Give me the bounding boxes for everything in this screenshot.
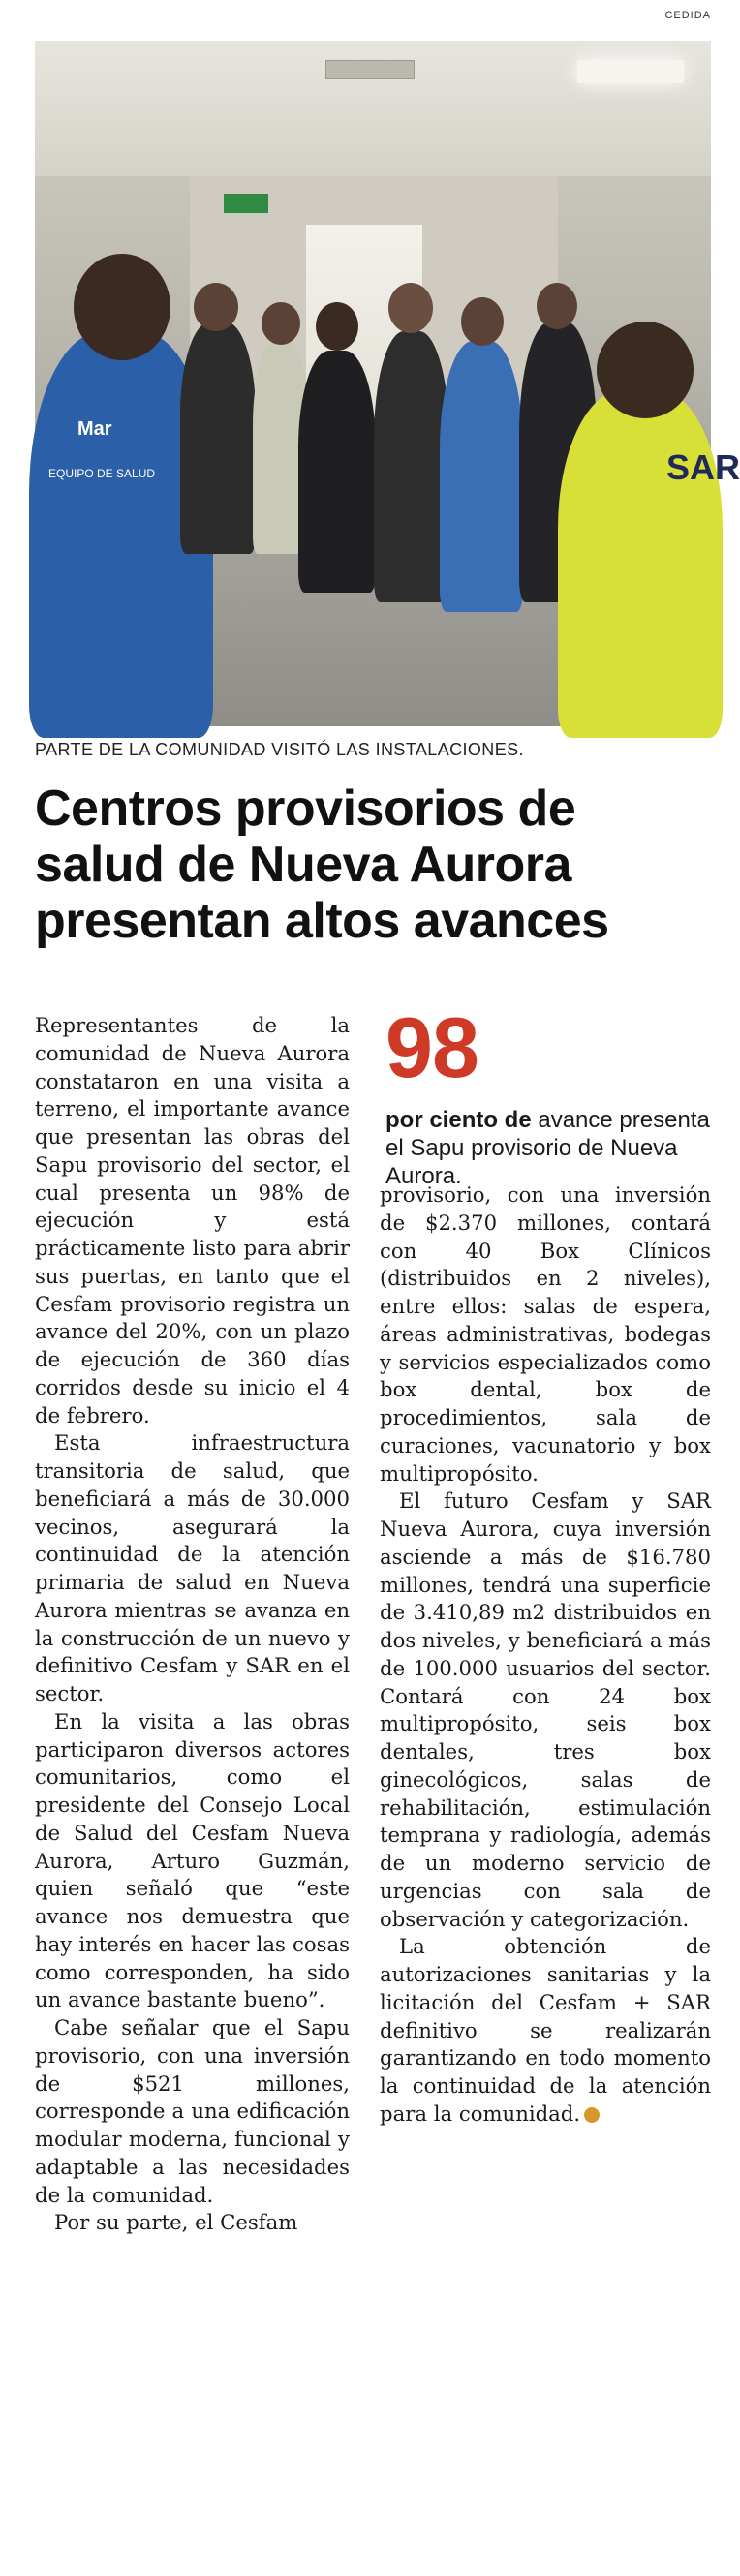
person-5 [374, 331, 449, 602]
person-4-head [316, 302, 358, 351]
person-2-head [194, 283, 238, 331]
stat-callout [385, 999, 711, 1190]
paragraph: Representantes de la comunidad de Nueva Aurora constataron en una visita a terreno, el importante avance que presentan las obras del Sapu provisorio del sector, el cual presenta un 98% de ejecución y está prácticamente listo para abrir sus puertas, en tanto que el Cesfam provisorio registra un avance del 20%, con un plazo de ejecución de 360 días corridos desde su inicio el 4 de febrero. [35, 1013, 350, 1427]
person-7-head [537, 283, 577, 329]
body-column-2 [380, 1181, 711, 2129]
stat-bold-lead: por ciento de [385, 1107, 532, 1133]
stat-number: 98 [385, 999, 478, 1095]
paragraph-text: La obtención de autorizaciones sanitarias y la licitación del Cesfam + SAR definitivo se realizarán garantizando en todo momento la continuidad de la atención para la comunidad. [380, 1934, 711, 2126]
vest-brand: Mar [77, 418, 112, 440]
photo-light [577, 60, 684, 83]
photo-exit-sign [224, 194, 268, 213]
person-right-head [597, 322, 694, 418]
stat-description [385, 1106, 711, 1190]
person-6-head [461, 297, 504, 346]
stat-rest: avance presenta el Sapu provisorio de Nueva Aurora. [385, 1107, 710, 1189]
person-5-head [388, 283, 433, 333]
person-3-head [262, 302, 300, 345]
paragraph: Cabe señalar que el Sapu provisorio, con una inversión de $521 millones, corresponde a una edificación modular moderna, funcional y adaptable a las necesidades de la comunidad. [35, 2015, 350, 2207]
paragraph: El futuro Cesfam y SAR Nueva Aurora, cuya inversión asciende a más de $16.780 millones, tendrá una superficie de 3.410,89 m2 distribuidos en dos niveles, y beneficiará a más de 100.000 usuarios del sector. Contará con 24 box multipropósito, seis box dentales, tres box ginecológicos, salas de rehabilitación, estimulación temprana y radiología, además de un moderno servicio de urgencias con sala de observación y categorización. [380, 1488, 711, 1931]
photo-vent [325, 60, 415, 79]
article-photo [35, 41, 740, 726]
paragraph: provisorio, con una inversión de $2.370 millones, contará con 40 Box Clínicos (distribuidos en 2 niveles), entre ellos: salas de espera, áreas administrativas, bodegas y servicios especializados como box dental, box de procedimientos, sala de curaciones, vacunatorio y box multipropósito. [380, 1182, 711, 1486]
paragraph [380, 1933, 711, 2128]
person-4 [298, 351, 376, 593]
vest-brand-sub: EQUIPO DE SALUD [48, 467, 156, 480]
end-of-article-icon: ✪ [584, 2107, 600, 2123]
headline: Centros provisorios de salud de Nueva Aurora presentan altos avances [35, 781, 609, 949]
paragraph: Esta infraestructura transitoria de salud, que beneficiará a más de 30.000 vecinos, asegurará la continuidad de la atención primaria de salud en Nueva Aurora mientras se avanza en la construcción de un nuevo y definitivo Cesfam y SAR en el sector. [35, 1430, 350, 1705]
person-left-head [74, 254, 170, 360]
paragraph: En la visita a las obras participaron diversos actores comunitarios, como el presidente del Consejo Local de Salud del Cesfam Nueva Aurora, Arturo Guzmán, quien señaló que “este avance nos demuestra que hay interés en hacer las cosas como corresponden, ha sido un avance bastante bueno”. [35, 1708, 350, 2012]
paragraph: Por su parte, el Cesfam [54, 2210, 298, 2235]
person-right-yellow [558, 389, 740, 738]
vest-sar-label: SAR [666, 447, 740, 487]
person-6 [440, 341, 523, 612]
photo-credit: CEDIDA [664, 10, 711, 21]
photo-caption: PARTE DE LA COMUNIDAD VISITÓ LAS INSTALACIONES. [35, 740, 524, 759]
body-column-1 [35, 1012, 350, 2237]
person-2 [180, 322, 256, 554]
